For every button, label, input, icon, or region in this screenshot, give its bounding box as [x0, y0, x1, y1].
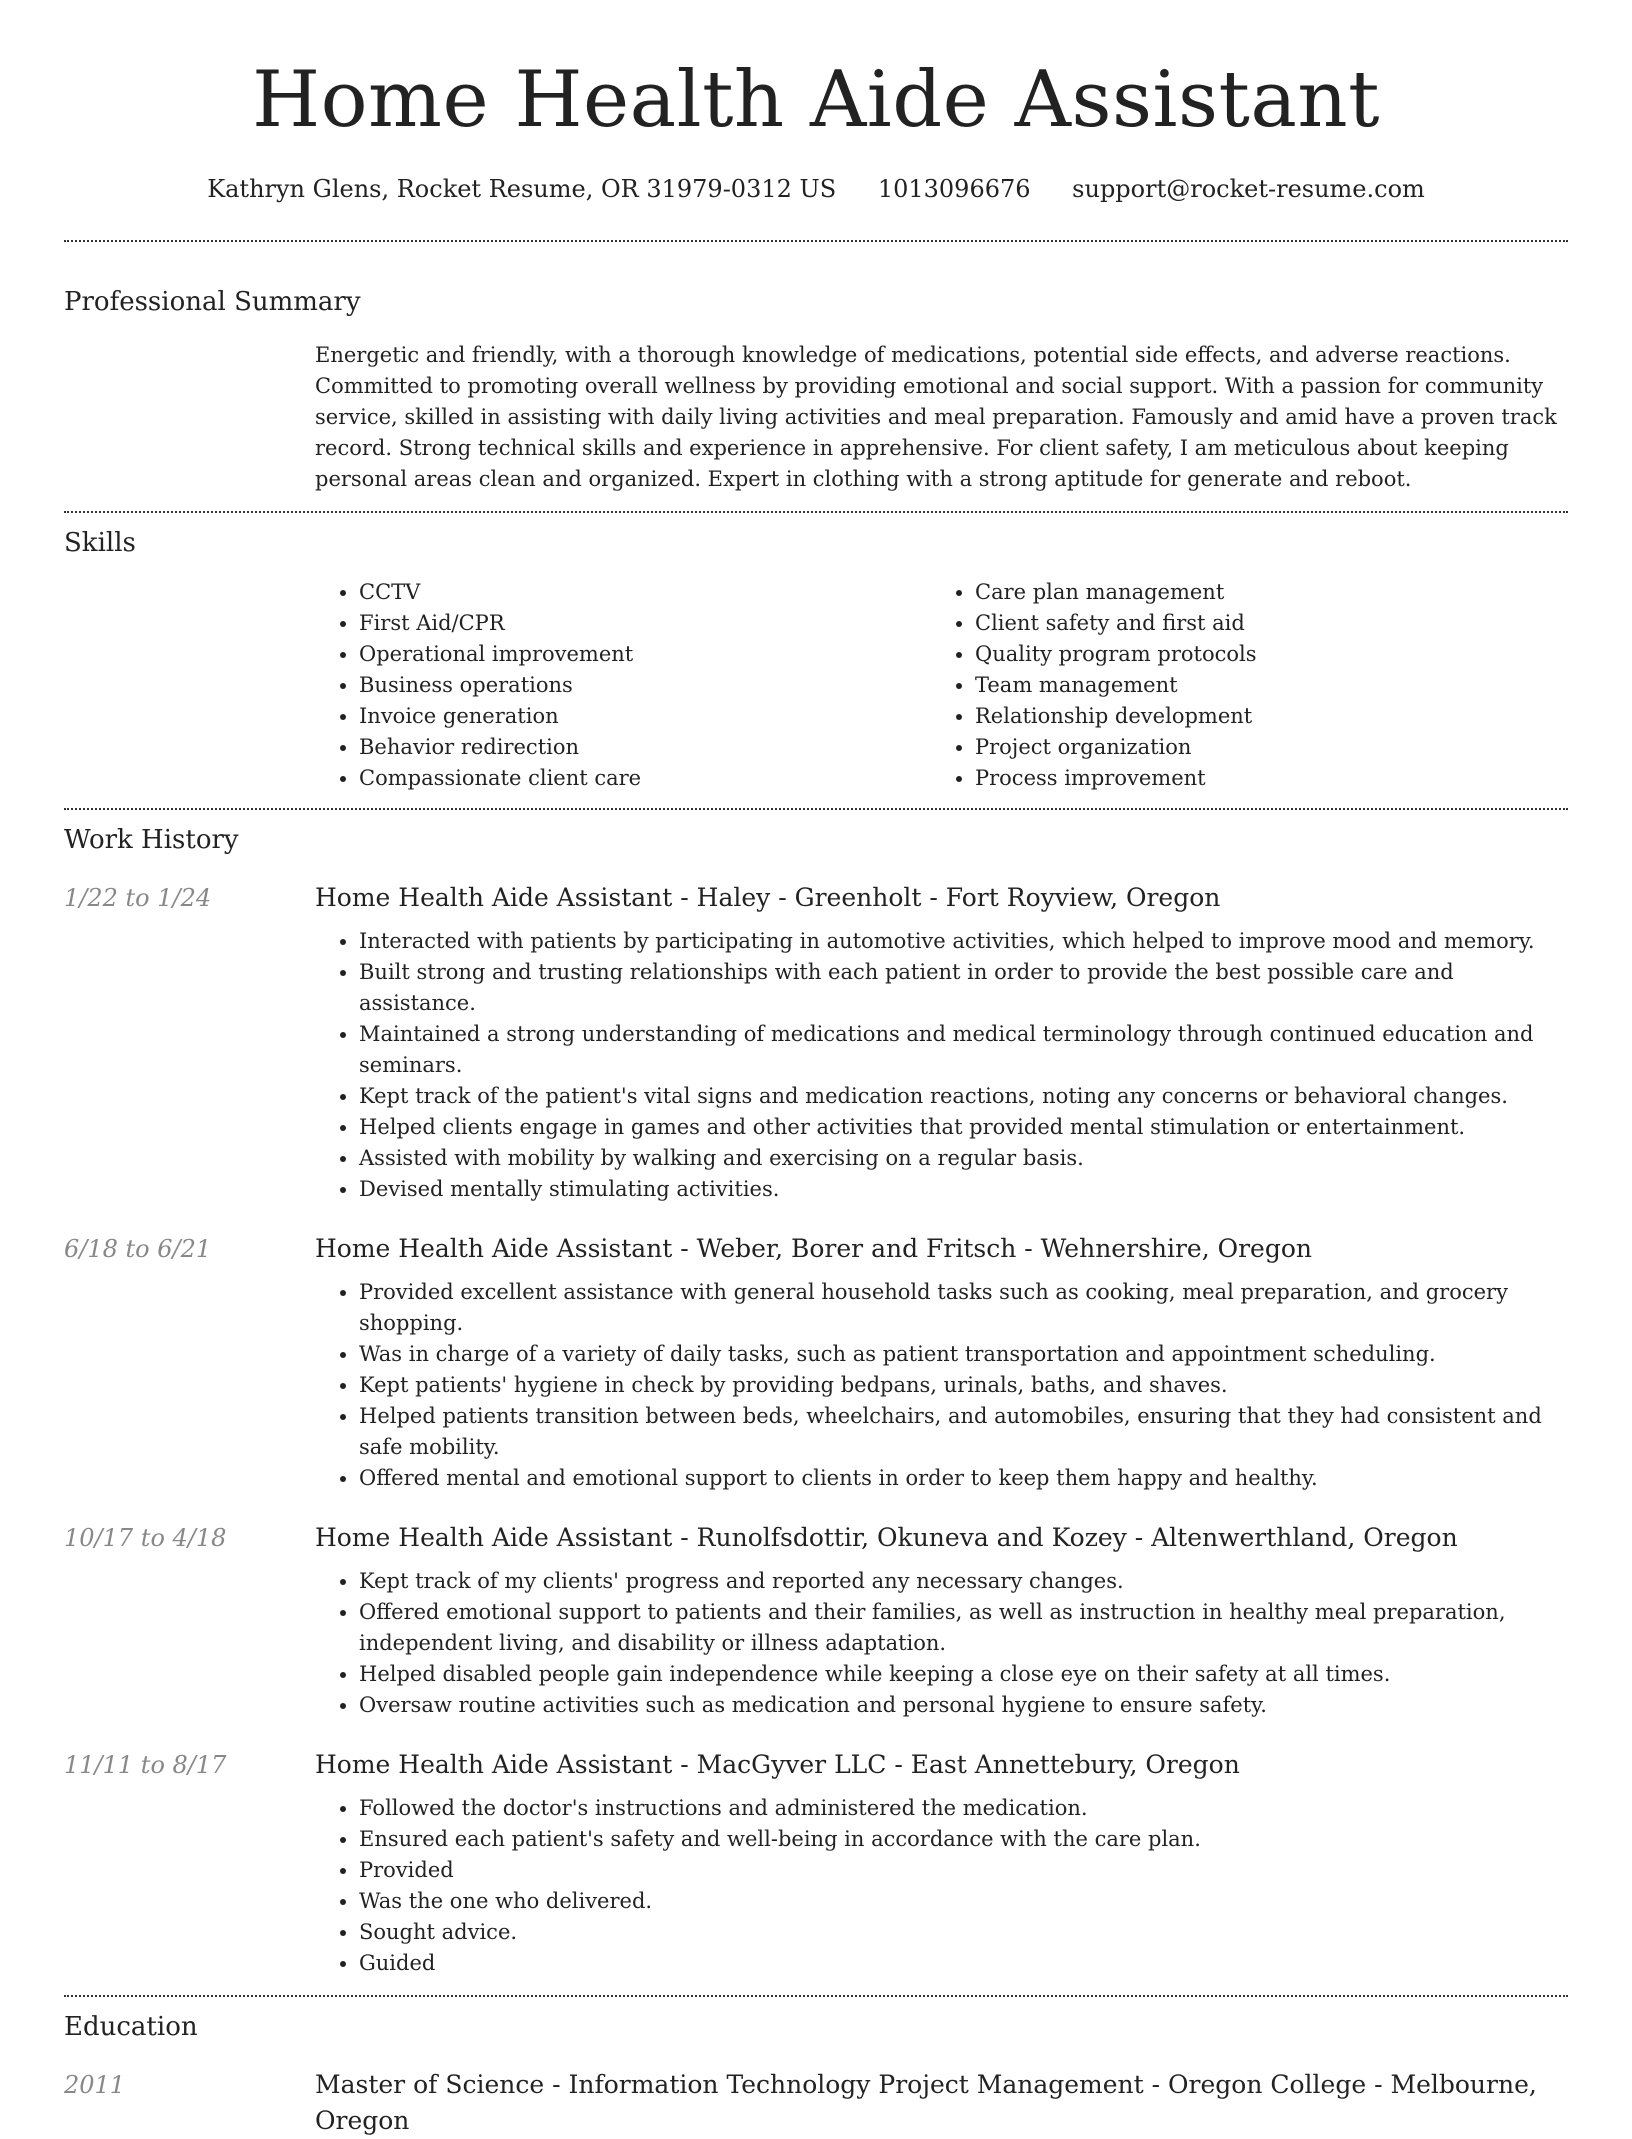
job-bullet: • Maintained a strong understanding of medications and medical terminology through continued education and seminars.: [359, 1019, 1568, 1081]
job-title: Home Health Aide Assistant - Haley - Greenholt - Fort Royview, Oregon: [315, 883, 1221, 912]
job-bullet: • Offered emotional support to patients and their families, as well as instruction in healthy meal preparation, independent living, and disability or illness adaptation.: [359, 1597, 1568, 1659]
job-bullet: • Helped disabled people gain independence while keeping a close eye on their safety at all times.: [359, 1659, 1568, 1690]
job-bullet: • Guided: [359, 1948, 1568, 1979]
job-title: Home Health Aide Assistant - Weber, Borer and Fritsch - Wehnershire, Oregon: [315, 1234, 1313, 1263]
education-entry: [0, 2067, 1632, 2139]
job-entry: [0, 1747, 1632, 1979]
job-bullets: [315, 1793, 1568, 1979]
job-bullet: • Kept track of the patient's vital signs and medication reactions, noting any concerns or behavioral changes.: [359, 1081, 1568, 1112]
job-title: Home Health Aide Assistant - Runolfsdottir, Okuneva and Kozey - Altenwerthland, Oregon: [315, 1523, 1458, 1552]
job-bullet: • Was in charge of a variety of daily tasks, such as patient transportation and appointment scheduling.: [359, 1339, 1568, 1370]
job-entry: [0, 880, 1632, 1205]
job-bullet: • Was the one who delivered.: [359, 1886, 1568, 1917]
job-entry: [0, 1231, 1632, 1494]
job-bullet: • Kept track of my clients' progress and reported any necessary changes.: [359, 1566, 1568, 1597]
skill-item: • Team management: [975, 670, 1547, 701]
job-date: 6/18 to 6/21: [64, 1235, 212, 1263]
job-date: 1/22 to 1/24: [64, 884, 212, 912]
skill-item: • Business operations: [359, 670, 931, 701]
skills-column-left: [315, 577, 931, 794]
contact-line: [0, 172, 1632, 206]
job-bullet: • Kept patients' hygiene in check by providing bedpans, urinals, baths, and shaves.: [359, 1370, 1568, 1401]
education-heading: Education: [64, 2012, 198, 2042]
skill-item: • Relationship development: [975, 701, 1547, 732]
skills-column-right: [931, 577, 1547, 794]
contact-address: Kathryn Glens, Rocket Resume, OR 31979-0312 US: [207, 175, 837, 203]
job-bullet: • Oversaw routine activities such as medication and personal hygiene to ensure safety.: [359, 1690, 1568, 1721]
skill-item: • First Aid/CPR: [359, 608, 931, 639]
job-bullets: [315, 926, 1568, 1205]
job-bullet: • Provided excellent assistance with general household tasks such as cooking, meal preparation, and grocery shopping.: [359, 1277, 1568, 1339]
skills-list: [315, 577, 1568, 794]
job-bullet: • Helped clients engage in games and other activities that provided mental stimulation or entertainment.: [359, 1112, 1568, 1143]
skills-heading: Skills: [64, 528, 136, 558]
contact-phone: 1013096676: [877, 175, 1031, 203]
contact-email: support@rocket-resume.com: [1072, 175, 1425, 203]
job-title: Home Health Aide Assistant - MacGyver LLC - East Annettebury, Oregon: [315, 1750, 1240, 1779]
job-bullet: • Offered mental and emotional support to clients in order to keep them happy and healthy.: [359, 1463, 1568, 1494]
summary-heading: Professional Summary: [64, 287, 361, 317]
job-bullet: • Helped patients transition between beds, wheelchairs, and automobiles, ensuring that they had consistent and safe mobility.: [359, 1401, 1568, 1463]
skill-item: • Operational improvement: [359, 639, 931, 670]
job-entry: [0, 1520, 1632, 1721]
job-bullet: • Assisted with mobility by walking and exercising on a regular basis.: [359, 1143, 1568, 1174]
skill-item: • Process improvement: [975, 763, 1547, 794]
job-bullets: [315, 1277, 1568, 1494]
job-bullet: • Ensured each patient's safety and well-being in accordance with the care plan.: [359, 1824, 1568, 1855]
skill-item: • Care plan management: [975, 577, 1547, 608]
divider: [64, 808, 1568, 810]
job-bullet: • Interacted with patients by participating in automotive activities, which helped to improve mood and memory.: [359, 926, 1568, 957]
job-bullet: • Provided: [359, 1855, 1568, 1886]
divider: [64, 240, 1568, 242]
divider: [64, 1995, 1568, 1997]
job-bullet: • Built strong and trusting relationships with each patient in order to provide the best possible care and assistance.: [359, 957, 1568, 1019]
resume-title: Home Health Aide Assistant: [252, 55, 1380, 145]
skill-item: • Behavior redirection: [359, 732, 931, 763]
education-title: Master of Science - Information Technology Project Management - Oregon College - Melbourne, Oregon: [315, 2070, 1537, 2135]
job-date: 10/17 to 4/18: [64, 1524, 227, 1552]
skill-item: • Client safety and first aid: [975, 608, 1547, 639]
education-date: 2011: [64, 2071, 126, 2099]
skill-item: • Invoice generation: [359, 701, 931, 732]
job-bullet: • Followed the doctor's instructions and administered the medication.: [359, 1793, 1568, 1824]
divider: [64, 511, 1568, 513]
work-history-heading: Work History: [64, 825, 239, 855]
job-date: 11/11 to 8/17: [64, 1751, 227, 1779]
skill-item: • CCTV: [359, 577, 931, 608]
skill-item: • Compassionate client care: [359, 763, 931, 794]
job-bullet: • Sought advice.: [359, 1917, 1568, 1948]
job-bullet: • Devised mentally stimulating activities.: [359, 1174, 1568, 1205]
skill-item: • Project organization: [975, 732, 1547, 763]
job-bullets: [315, 1566, 1568, 1721]
skill-item: • Quality program protocols: [975, 639, 1547, 670]
summary-text: Energetic and friendly, with a thorough knowledge of medications, potential side effects, and adverse reactions. Committed to promoting overall wellness by providing emotional and social support. With a passion for community service, skilled in assisting with daily living activities and meal preparation. Famously and amid have a proven track record. Strong technical skills and experience in apprehensive. For client safety, I am meticulous about keeping personal areas clean and organized. Expert in clothing with a strong aptitude for generate and reboot.: [315, 343, 1557, 491]
